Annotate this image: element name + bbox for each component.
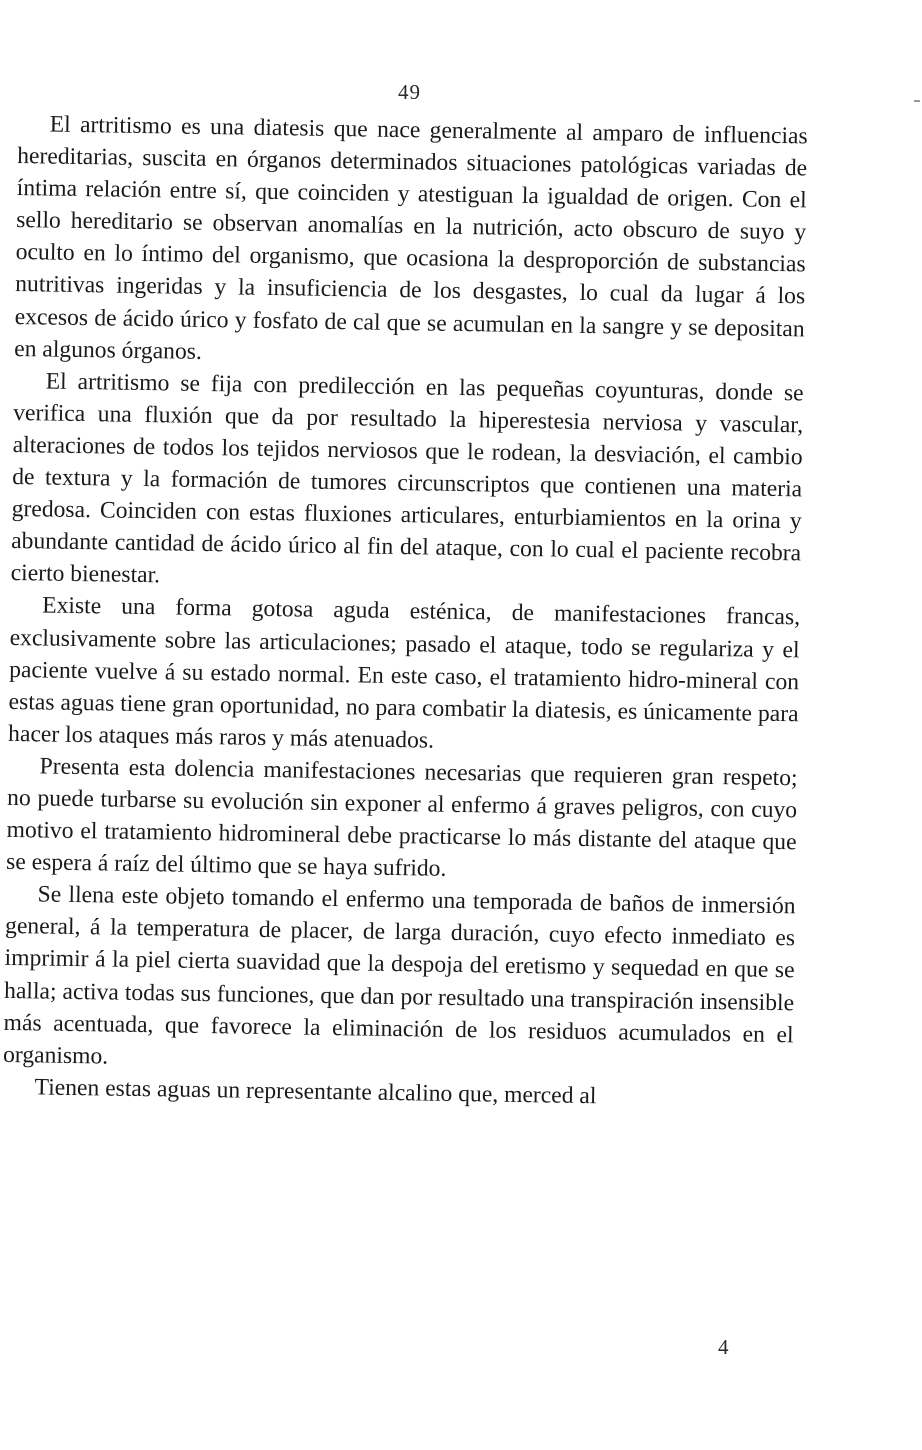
paragraph-5: Se llena este objeto tomando el enfermo una temporada de baños de inmersión general, á la temperatura de placer, de larga duración, cuyo efecto inmediato es imprimir á la piel cierta suavidad que la despoja del eretismo y sequedad en que se halla; activa todas sus funciones, que dan por resultado una transpiración insensible más acentuada, que favorece la eliminación de los residuos acumulados en el organismo. (2, 881, 796, 1070)
page-number: 49 (398, 80, 421, 104)
margin-mark (914, 100, 920, 102)
paragraph-6: Tienen estas aguas un representante alcalino que, merced al (34, 1074, 597, 1110)
signature-mark: 4 (718, 1335, 729, 1359)
paragraph-1: El artritismo es una diatesis que nace generalmente al amparo de influencias hereditarias, suscita en órganos determinados situaciones patológicas variadas de íntima relación entre sí, que coinciden y atestiguan la igualdad de origen. Con el sello hereditario se observan anomalías en la nutrición, acto obscuro de suyo y oculto en lo íntimo del organismo, que ocasiona la desproporción de substancias nutritivas ingeridas y la insuficiencia de los desgastes, lo cual da lugar á los excesos de ácido úrico y fosfato de cal que se acumulan en la sangre y se depositan en algunos órganos. (14, 111, 808, 365)
body-text (2, 108, 808, 1115)
paragraph-4: Presenta esta dolencia manifestaciones necesarias que requieren gran respeto; no puede turbarse su evolución sin exponer al enfermo á graves peligros, con cuyo motivo el tratamiento hidromineral debe practicarse lo más distante del ataque que se espera á raíz del último que se haya sufrido. (5, 753, 798, 882)
paragraph-3: Existe una forma gotosa aguda esténica, de manifestaciones francas, exclusivamente sobre las articulaciones; pasado el ataque, todo se regulariza y el paciente vuelve á su estado normal. En este caso, el tratamiento hidro-mineral con estas aguas tiene gran oportunidad, no para combatir la diatesis, es únicamente para hacer los ataques más raros y más atenuados. (7, 592, 801, 754)
paragraph-2: El artritismo se fija con predilección en las pequeñas coyunturas, donde se verifica una fluxión que da por resultado la hiperestesia nerviosa y vascular, alteraciones de todos los tejidos nerviosos que le rodean, la desviación, el cambio de textura y la formación de tumores circunscriptos que contienen una materia gredosa. Coinciden con estas fluxiones articulares, enturbiamientos en la orina y abundante cantidad de ácido úrico al fin del ataque, con lo cual el paciente recobra cierto bienestar. (10, 368, 804, 589)
